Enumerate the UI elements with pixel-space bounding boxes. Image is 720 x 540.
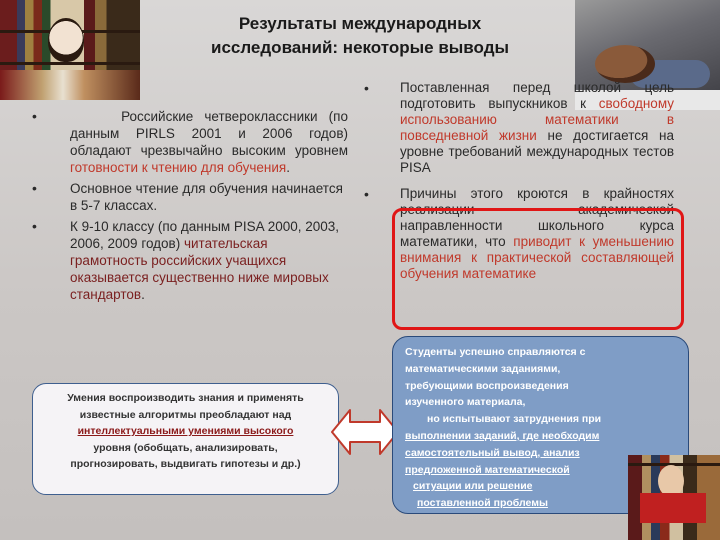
left-bullet-2 bbox=[30, 180, 348, 214]
bullet-dot: • bbox=[32, 108, 37, 124]
right-box-line-4: изученного материала, bbox=[405, 396, 526, 409]
left-bullet-3 bbox=[30, 218, 348, 303]
right-box-line-6: выполнении заданий, где необходим bbox=[405, 429, 600, 442]
library-photo-top-left bbox=[0, 0, 140, 100]
red-book bbox=[640, 493, 706, 523]
bullet-dot: • bbox=[364, 186, 369, 202]
left-bullet-1-text-c: . bbox=[286, 160, 290, 175]
right-bullet-2-text-a: Причины этого кроются в крайностях реализации академической направленности школьного курса математики, что bbox=[400, 186, 674, 249]
title-line-2: исследований: некоторые выводы bbox=[211, 38, 509, 57]
left-box-line-5: прогнозировать, выдвигать гипотезы и др.) bbox=[70, 458, 301, 470]
student-face bbox=[48, 18, 84, 62]
right-box-line-8: предложенной математической bbox=[405, 463, 570, 476]
left-bullet-3-text-b: читательская грамотность российских учащихся оказывается существенно ниже мировых стандартов bbox=[70, 236, 329, 302]
reproduction-skills-box bbox=[32, 383, 339, 495]
bullet-dot: • bbox=[364, 80, 369, 96]
right-bullet-1-text-a: Поставленная перед школой цель подготовить выпускников к bbox=[400, 80, 674, 111]
title-line-1: Результаты международных bbox=[238, 14, 482, 33]
student-head bbox=[595, 45, 655, 83]
right-box-line-5: но испытывают затруднения при bbox=[427, 413, 602, 426]
right-box-line-2: математическими заданиями, bbox=[405, 362, 561, 375]
right-box-line-1: Студенты успешно справляются с bbox=[405, 346, 586, 358]
right-bullet-1 bbox=[364, 80, 674, 176]
causes-highlight-frame bbox=[392, 208, 684, 330]
shelf-line bbox=[0, 62, 140, 65]
right-bullet-1-text-c: не достигается на уровне требований международных тестов PISA bbox=[400, 128, 675, 175]
bullet-dot: • bbox=[32, 218, 37, 234]
left-bullet-3-text-a: К 9-10 классу (по данным PISA 2000, 2003, 2006, 2009 годов) bbox=[70, 219, 340, 251]
slide-title bbox=[150, 12, 570, 60]
right-bullet-1-text-b: свободному использованию математики в повседневной жизни bbox=[400, 96, 674, 143]
desk-with-books bbox=[0, 70, 140, 100]
left-bullet-2-text: Основное чтение для обучения начинается в 5-7 классах. bbox=[70, 181, 343, 213]
library-photo-bottom-right bbox=[628, 455, 720, 540]
left-bullet-3-text-c: . bbox=[141, 287, 145, 302]
left-box-line-1: Умения воспроизводить знания и применять bbox=[67, 392, 304, 404]
left-box-line-4: уровня (обобщать, анализировать, bbox=[93, 441, 278, 454]
left-bullet-1 bbox=[30, 108, 348, 176]
left-box-line-3: интеллектуальными умениями высокого bbox=[77, 425, 294, 437]
right-box-line-7: самостоятельный вывод, анализ bbox=[405, 446, 580, 459]
bullet-dot: • bbox=[32, 180, 37, 196]
right-bullet-2-text-b: приводит к уменьшению внимания к практической составляющей обучения математике bbox=[400, 234, 674, 281]
left-bullet-1-text-b: готовности к чтению для обучения bbox=[70, 160, 287, 175]
left-bullet-list bbox=[30, 108, 348, 303]
left-bullet-1-text-a: Российские четвероклассники (по данным PIRLS 2001 и 2006 годов) обладают чрезвычайно высоким уровнем bbox=[70, 109, 348, 158]
right-box-line-9: ситуации или решение bbox=[413, 480, 533, 493]
double-arrow-icon bbox=[330, 405, 400, 459]
right-box-line-10: поставленной проблемы bbox=[417, 497, 548, 510]
right-box-line-3: требующими воспроизведения bbox=[405, 379, 569, 392]
double-arrow-shape bbox=[332, 410, 398, 454]
left-box-line-2: известные алгоритмы преобладают над bbox=[79, 408, 292, 421]
